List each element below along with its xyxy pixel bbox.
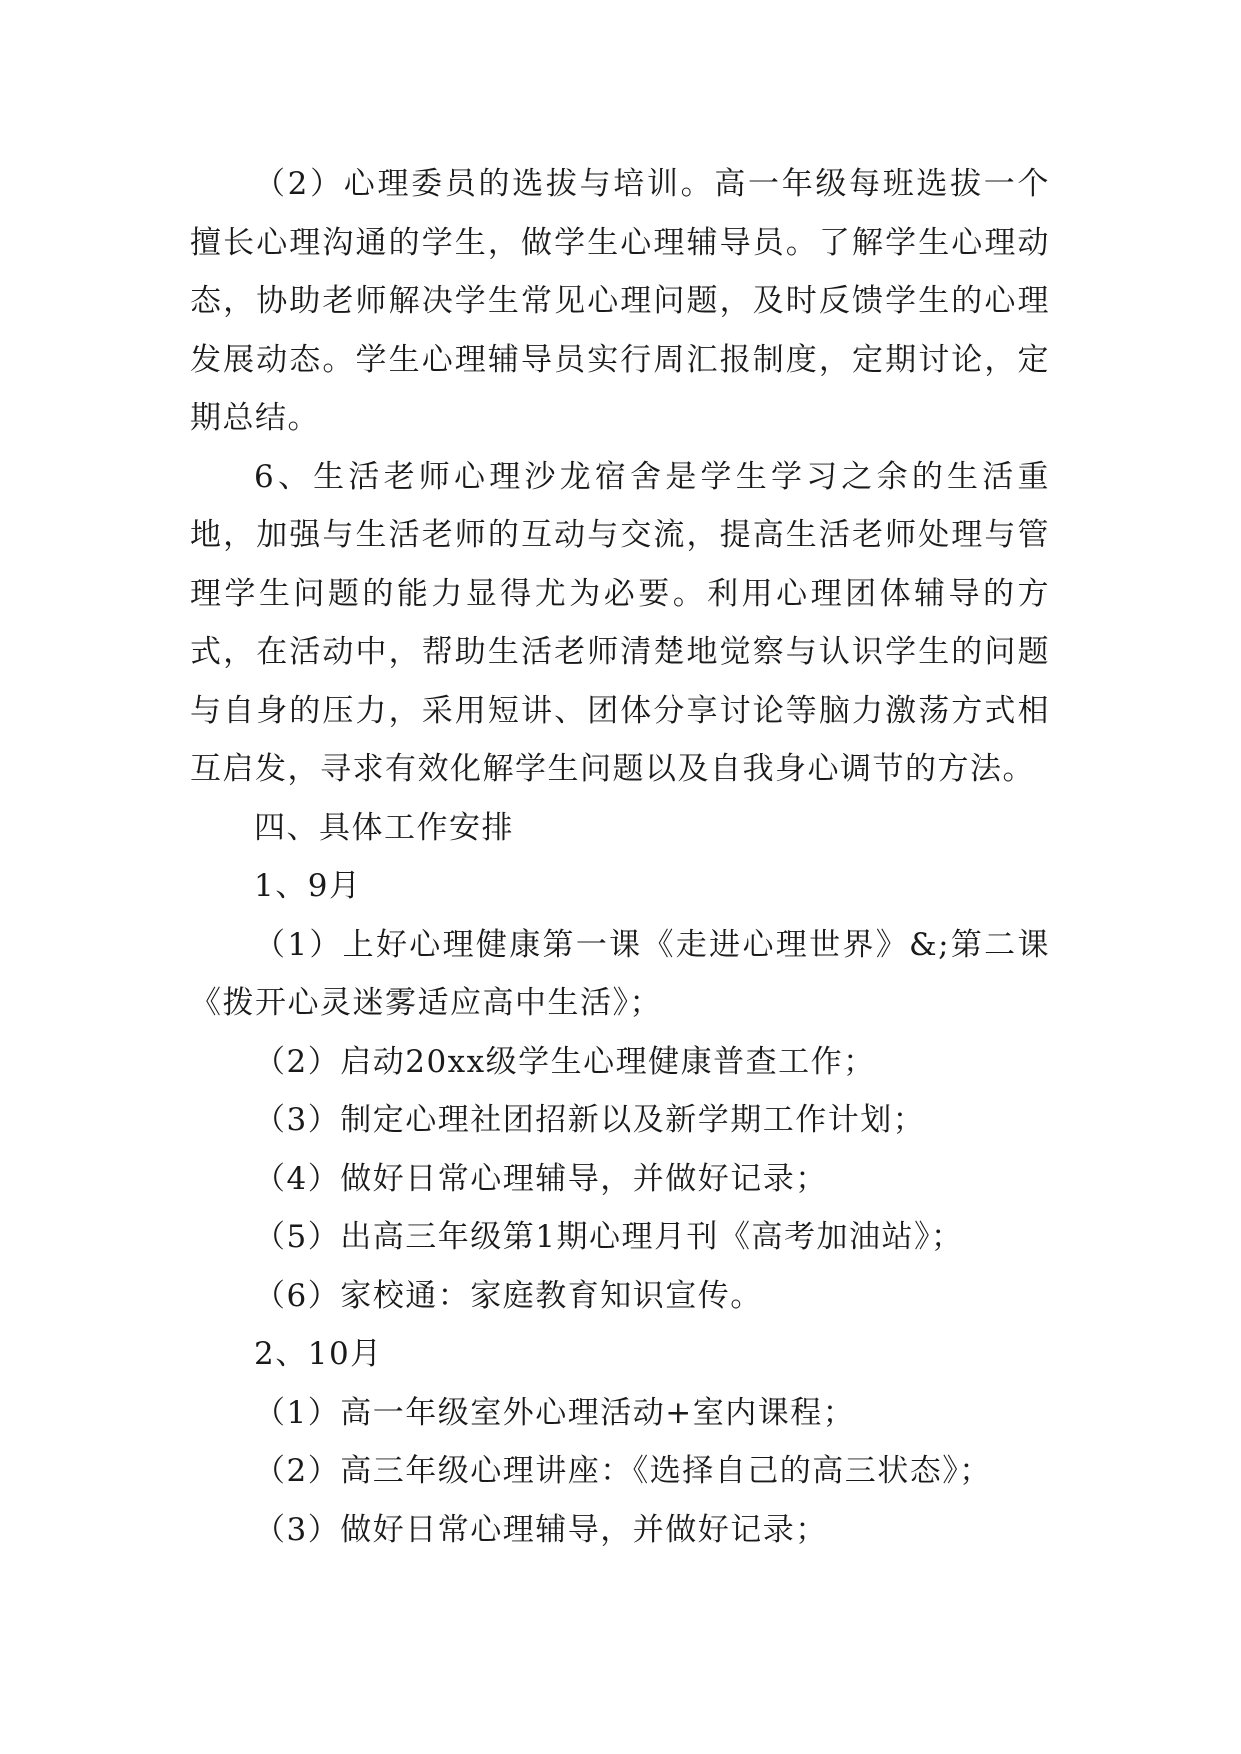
document-body [190, 155, 1050, 1559]
section-heading-work-schedule: 四、具体工作安排 [254, 809, 514, 846]
list-item-sep-1: （1）上好心理健康第一课《走进心理世界》&;第二课《拨开心灵迷雾适应高中生活》； [190, 926, 1050, 1021]
month-heading-september: 1、9月 [254, 868, 362, 904]
list-item-oct-2: （2）高三年级心理讲座：《选择自己的高三状态》； [254, 1453, 992, 1489]
paragraph-psych-committee-training: （2）心理委员的选拔与培训。高一年级每班选拔一个擅长心理沟通的学生，做学生心理辅导员。了解学生心理动态，协助老师解决学生常见心理问题，及时反馈学生的心理发展动态。学生心理辅导员实行周汇报制度，定期讨论，定期总结。 [190, 166, 1050, 436]
list-item-oct-3: （3）做好日常心理辅导，并做好记录； [254, 1511, 828, 1548]
list-item-oct-1: （1）高一年级室外心理活动+室内课程； [254, 1394, 856, 1431]
list-item-sep-6: （6）家校通：家庭教育知识宣传。 [254, 1277, 763, 1314]
list-item-sep-4: （4）做好日常心理辅导，并做好记录； [254, 1160, 828, 1197]
list-item-sep-5: （5）出高三年级第1期心理月刊《高考加油站》； [254, 1219, 964, 1255]
month-heading-october: 2、10月 [254, 1336, 383, 1372]
list-item-sep-2: （2）启动20xx级学生心理健康普查工作； [254, 1043, 876, 1080]
list-item-sep-3: （3）制定心理社团招新以及新学期工作计划； [254, 1102, 926, 1138]
paragraph-dorm-teacher-salon: 6、生活老师心理沙龙宿舍是学生学习之余的生活重地，加强与生活老师的互动与交流，提高生活老师处理与管理学生问题的能力显得尤为必要。利用心理团体辅导的方式，在活动中，帮助生活老师清楚地觉察与认识学生的问题与自身的压力，采用短讲、团体分享讨论等脑力激荡方式相互启发，寻求有效化解学生问题以及自我身心调节的方法。 [190, 458, 1050, 787]
